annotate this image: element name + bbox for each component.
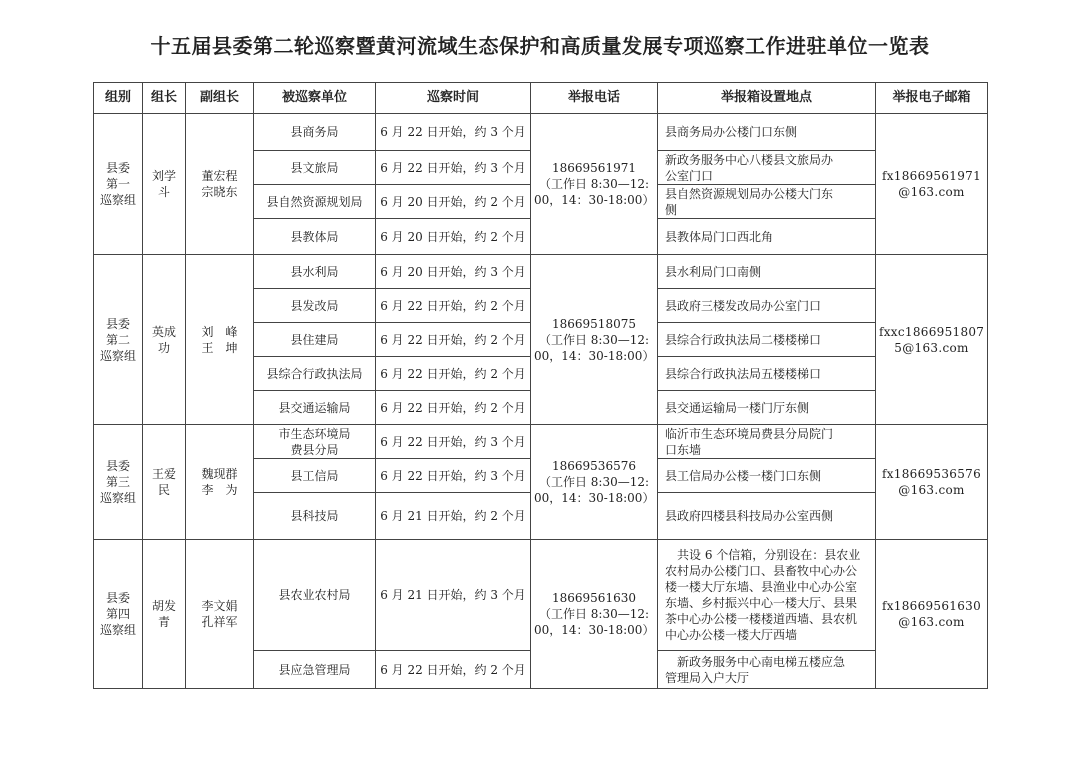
inspection-time: 6 月 22 日开始，约 3 个月 xyxy=(376,151,531,185)
mailbox-location: 县工信局办公楼一楼门口东侧 xyxy=(658,459,876,493)
unit-name: 县住建局 xyxy=(254,323,376,357)
inspection-time: 6 月 21 日开始，约 2 个月 xyxy=(376,493,531,540)
inspection-time: 6 月 22 日开始，约 2 个月 xyxy=(376,357,531,391)
mailbox-location: 县水利局门口南侧 xyxy=(658,255,876,289)
group-leader: 英成 功 xyxy=(143,255,186,425)
page-title: 十五届县委第二轮巡察暨黄河流域生态保护和高质量发展专项巡察工作进驻单位一览表 xyxy=(150,34,930,58)
table-row xyxy=(94,114,988,151)
mailbox-location: 县政府四楼县科技局办公室西侧 xyxy=(658,493,876,540)
group-name: 县委 第三 巡察组 xyxy=(94,425,143,540)
mailbox-location: 临沂市生态环境局费县分局院门 口东墙 xyxy=(658,425,876,459)
mailbox-location: 新政务服务中心八楼县文旅局办 公室门口 xyxy=(658,151,876,185)
group-name: 县委 第一 巡察组 xyxy=(94,114,143,255)
report-email: fx18669561971 @163.com xyxy=(876,114,988,255)
unit-name: 县工信局 xyxy=(254,459,376,493)
mailbox-location: 县自然资源规划局办公楼大门东 侧 xyxy=(658,185,876,219)
report-phone: 18669536576 （工作日 8:30—12: 00，14：30-18:00） xyxy=(531,425,658,540)
group-name: 县委 第二 巡察组 xyxy=(94,255,143,425)
col-header-deputy: 副组长 xyxy=(186,83,254,114)
mailbox-location: 共设 6 个信箱，分别设在：县农业 农村局办公楼门口、县畜牧中心办公 楼一楼大厅东墙、县渔业中心办公室 东墙、乡村振兴中心一楼大厅、县果 茶中心办公楼一楼楼道西墙、县农机 中心办公楼一楼大厅西墙 xyxy=(658,540,876,651)
unit-name: 县水利局 xyxy=(254,255,376,289)
unit-name: 县教体局 xyxy=(254,219,376,255)
unit-name: 县商务局 xyxy=(254,114,376,151)
table-row xyxy=(94,255,988,289)
unit-name: 县发改局 xyxy=(254,289,376,323)
group-leader: 胡发 青 xyxy=(143,540,186,689)
inspection-time: 6 月 20 日开始，约 3 个月 xyxy=(376,255,531,289)
report-phone: 18669561971 （工作日 8:30—12: 00，14：30-18:00） xyxy=(531,114,658,255)
inspection-time: 6 月 22 日开始，约 2 个月 xyxy=(376,323,531,357)
inspection-time: 6 月 22 日开始，约 2 个月 xyxy=(376,651,531,689)
unit-name: 县应急管理局 xyxy=(254,651,376,689)
report-email: fx18669561630 @163.com xyxy=(876,540,988,689)
mailbox-location: 县政府三楼发改局办公室门口 xyxy=(658,289,876,323)
mailbox-location: 县交通运输局一楼门厅东侧 xyxy=(658,391,876,425)
unit-name: 县综合行政执法局 xyxy=(254,357,376,391)
group-deputy: 魏现群 李 为 xyxy=(186,425,254,540)
inspection-time: 6 月 20 日开始，约 2 个月 xyxy=(376,185,531,219)
group-name: 县委 第四 巡察组 xyxy=(94,540,143,689)
col-header-address: 举报箱设置地点 xyxy=(658,83,876,114)
group-deputy: 李文娟 孔祥军 xyxy=(186,540,254,689)
table-row xyxy=(94,540,988,651)
inspection-time: 6 月 22 日开始，约 3 个月 xyxy=(376,425,531,459)
report-email: fxxc1866951807 5@163.com xyxy=(876,255,988,425)
unit-name: 县文旅局 xyxy=(254,151,376,185)
mailbox-location: 县商务局办公楼门口东侧 xyxy=(658,114,876,151)
col-header-unit: 被巡察单位 xyxy=(254,83,376,114)
inspection-time: 6 月 22 日开始，约 3 个月 xyxy=(376,114,531,151)
inspection-time: 6 月 22 日开始，约 2 个月 xyxy=(376,391,531,425)
report-phone: 18669518075 （工作日 8:30—12: 00，14：30-18:00） xyxy=(531,255,658,425)
group-deputy: 董宏程 宗晓东 xyxy=(186,114,254,255)
unit-name: 县农业农村局 xyxy=(254,540,376,651)
col-header-email: 举报电子邮箱 xyxy=(876,83,988,114)
unit-name: 县科技局 xyxy=(254,493,376,540)
inspection-time: 6 月 20 日开始，约 2 个月 xyxy=(376,219,531,255)
unit-name: 市生态环境局 费县分局 xyxy=(254,425,376,459)
inspection-time: 6 月 22 日开始，约 2 个月 xyxy=(376,289,531,323)
col-header-time: 巡察时间 xyxy=(376,83,531,114)
group-deputy: 刘 峰 王 坤 xyxy=(186,255,254,425)
group-leader: 王爱 民 xyxy=(143,425,186,540)
unit-name: 县自然资源规划局 xyxy=(254,185,376,219)
table-row xyxy=(94,425,988,459)
report-phone: 18669561630 （工作日 8:30—12: 00，14：30-18:00） xyxy=(531,540,658,689)
group-leader: 刘学 斗 xyxy=(143,114,186,255)
mailbox-location: 新政务服务中心南电梯五楼应急 管理局入户大厅 xyxy=(658,651,876,689)
col-header-leader: 组长 xyxy=(143,83,186,114)
col-header-group: 组别 xyxy=(94,83,143,114)
mailbox-location: 县综合行政执法局二楼楼梯口 xyxy=(658,323,876,357)
inspection-table xyxy=(93,82,988,689)
inspection-time: 6 月 21 日开始，约 3 个月 xyxy=(376,540,531,651)
header-row xyxy=(94,83,988,114)
inspection-time: 6 月 22 日开始，约 3 个月 xyxy=(376,459,531,493)
unit-name: 县交通运输局 xyxy=(254,391,376,425)
mailbox-location: 县教体局门口西北角 xyxy=(658,219,876,255)
mailbox-location: 县综合行政执法局五楼楼梯口 xyxy=(658,357,876,391)
col-header-phone: 举报电话 xyxy=(531,83,658,114)
report-email: fx18669536576 @163.com xyxy=(876,425,988,540)
